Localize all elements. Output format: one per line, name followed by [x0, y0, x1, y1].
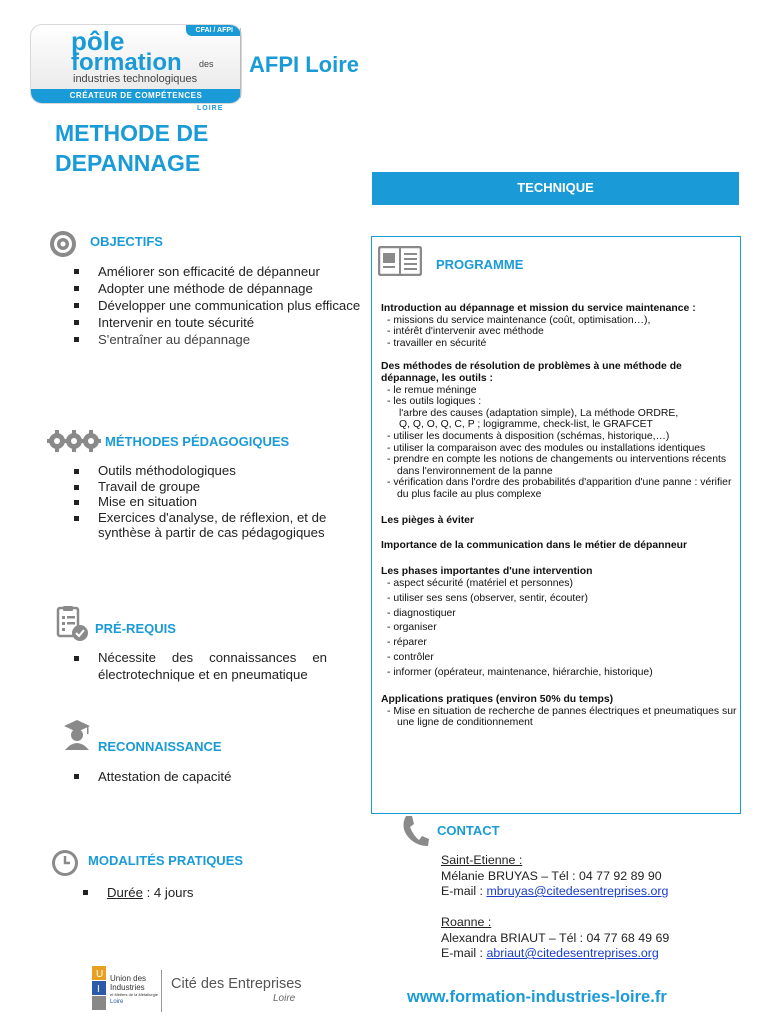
target-icon — [48, 229, 78, 259]
prerequis-list — [71, 650, 327, 683]
duree-label: Durée — [107, 885, 143, 900]
programme-item: - réparer — [387, 637, 427, 649]
uimm-logo — [92, 966, 162, 1014]
programme-item: - utiliser les documents à disposition (schémas, historique,…) — [387, 430, 670, 442]
programme-item: - utiliser la comparaison avec des modules ou installations identiques — [387, 442, 706, 454]
list-item: Intervenir en toute sécurité — [71, 314, 361, 331]
list-item: Mise en situation — [71, 494, 361, 510]
modalites-title: MODALITÉS PRATIQUES — [88, 853, 244, 868]
logo-formation: formation — [71, 49, 182, 76]
duree-value: : 4 jours — [142, 885, 194, 900]
phone-icon — [400, 814, 430, 848]
programme-item: - vérification dans l'ordre des probabilités d'apparition d'une panne : vérifier du plus facile au plus complexe — [387, 477, 732, 500]
contact-city-saint-etienne: Saint-Etienne : — [441, 853, 523, 867]
reconnaissance-title: RECONNAISSANCE — [98, 739, 222, 754]
programme-item: - informer (opérateur, maintenance, hiérarchie, historique) — [387, 666, 653, 678]
list-item: Travail de groupe — [71, 479, 361, 495]
category-banner: TECHNIQUE — [372, 172, 739, 205]
list-item — [80, 884, 340, 901]
uimm-line2: Industries — [110, 983, 145, 992]
list-item: Attestation de capacité — [71, 768, 361, 785]
checklist-icon — [56, 606, 90, 642]
programme-item: - missions du service maintenance (coût, optimisation…), — [387, 314, 651, 326]
methodes-title: MÉTHODES PÉDAGOGIQUES — [105, 434, 290, 449]
pole-formation-logo — [30, 24, 242, 104]
programme-item: - le remue méninge — [387, 384, 477, 396]
graduate-icon — [62, 718, 92, 750]
header-divider — [240, 28, 241, 98]
list-item: S'entraîner au dépannage — [71, 331, 361, 348]
programme-section-title: Introduction au dépannage et mission du service maintenance : — [381, 303, 696, 314]
programme-section-title: Les phases importantes d'une intervention — [381, 565, 593, 577]
contact-city-roanne: Roanne : — [441, 915, 492, 929]
footer-divider — [161, 970, 162, 1012]
contact-email-line — [441, 884, 669, 900]
svg-text:I: I — [97, 984, 100, 995]
book-icon — [378, 246, 422, 276]
programme-item: - organiser — [387, 622, 437, 634]
programme-content — [381, 303, 739, 729]
programme-item: - utiliser ses sens (observer, sentir, écouter) — [387, 592, 588, 604]
programme-title: PROGRAMME — [436, 257, 524, 272]
list-item: Développer une communication plus efficace — [71, 297, 361, 314]
programme-section-title: Applications pratiques (environ 50% du temps) — [381, 694, 614, 706]
programme-subitem: l'arbre des causes (adaptation simple), La méthode ORDRE, — [399, 407, 679, 419]
logo-des: des — [199, 59, 214, 69]
uimm-line1: Union des — [110, 974, 147, 983]
programme-item: - diagnostiquer — [387, 607, 456, 619]
svg-text:U: U — [96, 969, 104, 980]
page-title-line1: METHODE DE — [55, 120, 209, 146]
logo-tagline: CRÉATEUR DE COMPÉTENCES — [31, 89, 241, 103]
email-link[interactable]: abriaut@citedesentreprises.org — [486, 946, 659, 960]
contact-details — [441, 853, 669, 962]
organization-name: AFPI Loire — [249, 52, 360, 77]
programme-section-title: Importance de la communication dans le métier de dépanneur — [381, 540, 688, 552]
list-item: Nécessite des connaissances en électrotechnique et en pneumatique — [71, 650, 327, 683]
email-label: E-mail : — [441, 884, 487, 898]
reconnaissance-list — [71, 768, 361, 785]
list-item: Outils méthodologiques — [71, 463, 361, 479]
gears-icon — [47, 428, 101, 454]
uimm-line3: et Métiers de la Métallurgie — [110, 992, 159, 997]
programme-item: - travailler en sécurité — [387, 337, 487, 349]
website-link[interactable]: www.formation-industries-loire.fr — [407, 988, 667, 1006]
logo-tag: CFAI / AFPI — [186, 25, 241, 36]
uimm-line4: Loire — [110, 999, 124, 1005]
programme-section-title: Les pièges à éviter — [381, 514, 474, 526]
contact-person: Alexandra BRIAUT – Tél : 04 77 68 49 69 — [441, 930, 670, 945]
list-item: Adopter une méthode de dépannage — [71, 280, 361, 297]
logo-industries: industries technologiques — [73, 73, 198, 85]
programme-subitem: Q, Q, O, Q, C, P ; logigramme, check-list, le GRAFCET — [399, 419, 653, 431]
programme-item: - les outils logiques : — [387, 396, 482, 408]
modalites-list — [80, 884, 340, 901]
contact-person: Mélanie BRUYAS – Tél : 04 77 92 89 90 — [441, 868, 662, 883]
programme-item: - aspect sécurité (matériel et personnes) — [387, 578, 573, 590]
uimm-emblem — [92, 966, 106, 1010]
methodes-list — [71, 463, 361, 541]
programme-item: - prendre en compte les notions de changements ou interventions récents dans l'environnement de la panne — [387, 454, 727, 477]
programme-item: - intérêt d'intervenir avec méthode — [387, 326, 544, 338]
cite-line1: Cité des Entreprises — [171, 976, 302, 992]
list-item: Améliorer son efficacité de dépanneur — [71, 263, 361, 280]
logo-pole: pôle — [71, 26, 125, 56]
programme-item: - contrôler — [387, 651, 434, 663]
programme-section-title: Des méthodes de résolution de problèmes à une méthode de dépannage, les outils : — [381, 361, 682, 384]
email-label: E-mail : — [441, 946, 487, 960]
logo-loire: LOIRE — [197, 105, 224, 112]
cite-entreprises-logo — [171, 976, 302, 1004]
objectifs-list — [71, 263, 361, 348]
programme-item: - Mise en situation de recherche de pannes électriques et pneumatiques sur une ligne de conditionnement — [387, 705, 737, 729]
page-title-line2: DEPANNAGE — [55, 150, 201, 176]
contact-title: CONTACT — [437, 823, 500, 838]
clock-icon — [50, 848, 80, 878]
contact-email-line — [441, 946, 669, 962]
list-item: Exercices d'analyse, de réflexion, et de synthèse à partir de cas pédagogiques — [71, 510, 361, 541]
email-link[interactable]: mbruyas@citedesentreprises.org — [486, 884, 669, 898]
cite-line2: Loire — [273, 993, 296, 1004]
prerequis-title: PRÉ-REQUIS — [95, 621, 176, 636]
objectifs-title: OBJECTIFS — [90, 234, 163, 249]
